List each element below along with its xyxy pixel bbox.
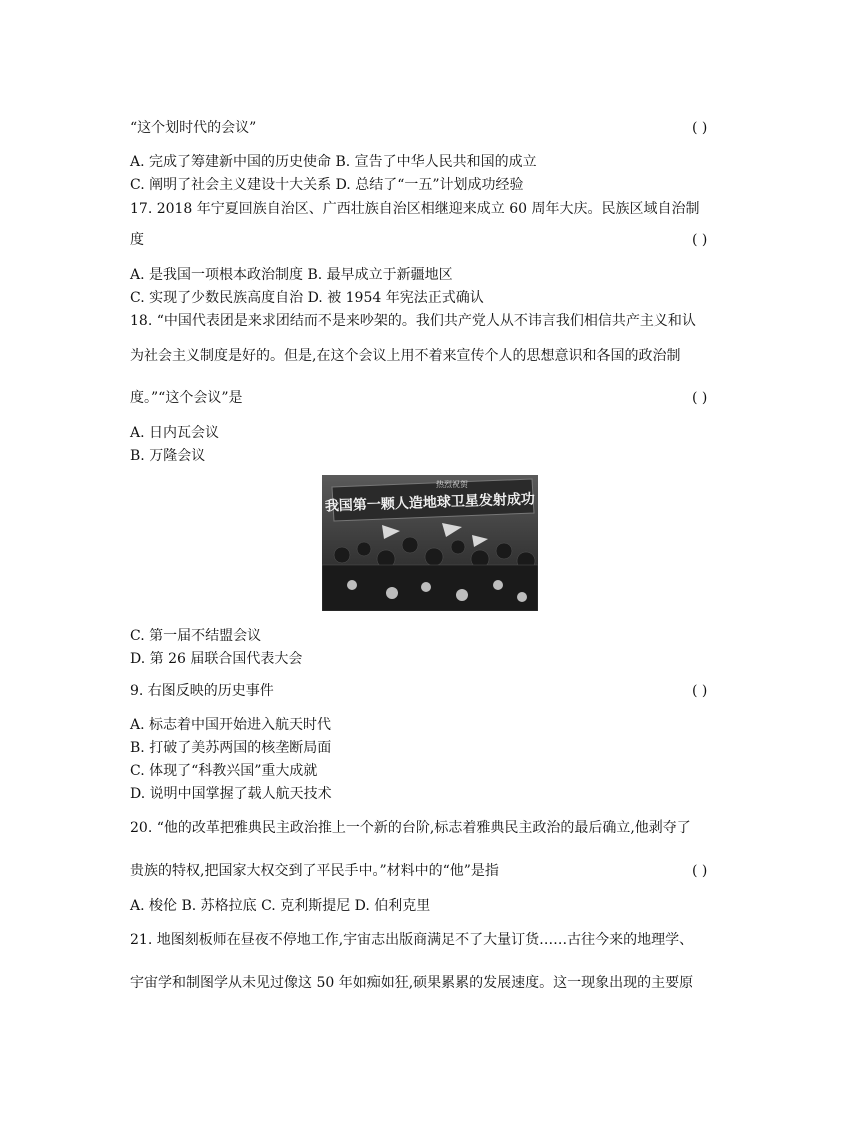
q17-stem-line2: 度 [130,232,144,248]
q18-option-b: B. 万隆会议 [130,448,206,464]
q20-options-row: A. 梭伦 B. 苏格拉底 C. 克利斯提尼 D. 伯利克里 [130,898,431,914]
q16-options-row2: C. 阐明了社会主义建设十大关系 D. 总结了“一五”计划成功经验 [130,177,524,193]
satellite-launch-photo [322,475,538,611]
q16-stem: “这个划时代的会议” [130,120,257,136]
q21-stem-line1: 21. 地图刻板师在昼夜不停地工作,宇宙志出版商满足不了大量订货……古往今来的地理学、 [130,932,694,948]
q17-stem-line1: 17. 2018 年宁夏回族自治区、广西壮族自治区相继迎来成立 60 周年大庆。民族区域自治制 [130,201,700,217]
q17-options-row1: A. 是我国一项根本政治制度 B. 最早成立于新疆地区 [130,267,453,283]
q19-option-a: A. 标志着中国开始进入航天时代 [130,717,332,733]
q19-answer-paren: ( ) [692,683,708,699]
q18-option-c: C. 第一届不结盟会议 [130,628,262,644]
q19-stem: 9. 右图反映的历史事件 [130,683,274,699]
q19-option-c: C. 体现了“科教兴国”重大成就 [130,763,318,779]
q19-option-d: D. 说明中国掌握了载人航天技术 [130,786,332,802]
q16-options-row1: A. 完成了筹建新中国的历史使命 B. 宣告了中华人民共和国的成立 [130,154,537,170]
photo-banner-text: 我国第一颗人造地球卫星发射成功 [324,491,536,515]
photo-banner-small-text: 热烈祝贺 [436,480,468,489]
q16-answer-paren: ( ) [692,120,708,136]
q18-option-d: D. 第 26 届联合国代表大会 [130,651,303,667]
q21-stem-line2: 宇宙学和制图学从未见过像这 50 年如痴如狂,硕果累累的发展速度。这一现象出现的主要原 [130,975,694,991]
q20-stem-line1: 20. “他的改革把雅典民主政治推上一个新的台阶,标志着雅典民主政治的最后确立,他剥夺了 [130,820,691,836]
q20-stem-line2: 贵族的特权,把国家大权交到了平民手中。”材料中的“他”是指 [130,863,499,879]
photo-illustration [322,475,538,611]
q17-answer-paren: ( ) [692,232,708,248]
q17-options-row2: C. 实现了少数民族高度自治 D. 被 1954 年宪法正式确认 [130,290,484,306]
q18-answer-paren: ( ) [692,390,708,406]
q19-option-b: B. 打破了美苏两国的核垄断局面 [130,740,332,756]
q18-stem-line2: 为社会主义制度是好的。但是,在这个会议上用不着来宣传个人的思想意识和各国的政治制 [130,348,681,364]
q18-option-a: A. 日内瓦会议 [130,425,220,441]
q18-stem-line1: 18. “中国代表团是来求团结而不是来吵架的。我们共产党人从不讳言我们相信共产主义和认 [130,313,696,329]
q20-answer-paren: ( ) [692,863,708,879]
q18-stem-line3: 度。”“这个会议”是 [130,390,243,406]
